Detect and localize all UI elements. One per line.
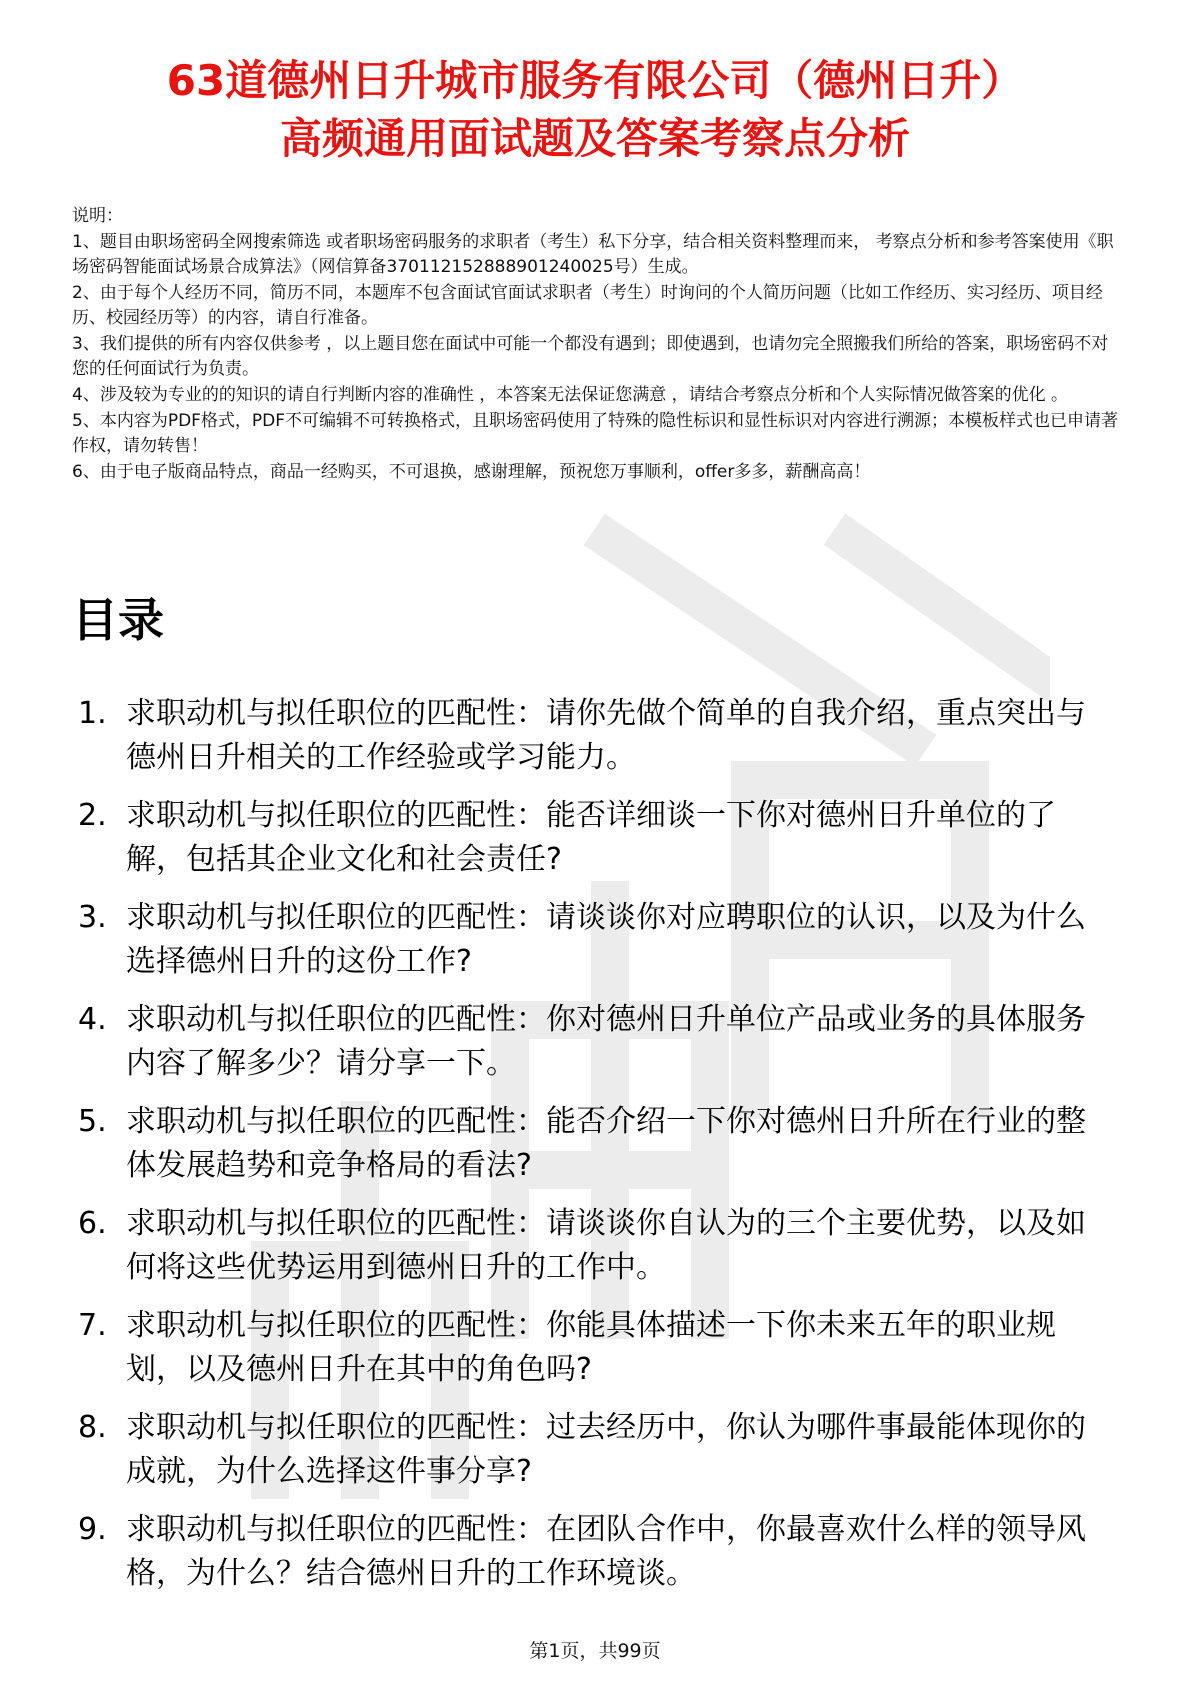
notes-section <box>72 204 1122 486</box>
note-item: 1、题目由职场密码全网搜索筛选 或者职场密码服务的求职者（考生）私下分享，结合相关资料整理而来， 考察点分析和参考答案使用《职场密码智能面试场景合成算法》（网信算备370112152888901240025号）生成。 <box>72 232 1114 277</box>
toc-item[interactable] <box>72 1202 1112 1290</box>
toc-item[interactable] <box>72 1406 1112 1494</box>
toc-item-number: 2. <box>78 798 107 833</box>
title-line-1: 63道德州日升城市服务有限公司（德州日升） <box>166 56 1024 105</box>
title-line-2: 高频通用面试题及答案考察点分析 <box>279 114 910 163</box>
toc-item[interactable] <box>72 998 1112 1086</box>
toc-item-number: 3. <box>78 900 107 935</box>
toc-list <box>72 692 1112 1610</box>
toc-item-number: 8. <box>78 1410 107 1445</box>
toc-item-number: 6. <box>78 1206 107 1241</box>
note-item: 4、涉及较为专业的的知识的请自行判断内容的准确性 ，本答案无法保证您满意 ，请结合考察点分析和个人实际情况做答案的优化 。 <box>72 385 1069 405</box>
toc-item-number: 7. <box>78 1308 107 1343</box>
document-title <box>40 52 1150 168</box>
note-item: 3、我们提供的所有内容仅供参考 ，以上题目您在面试中可能一个都没有遇到；即使遇到，也请勿完全照搬我们所给的答案，职场密码不对您的任何面试行为负责。 <box>72 334 1109 379</box>
toc-item-text: 求职动机与拟任职位的匹配性：请你先做个简单的自我介绍，重点突出与德州日升相关的工作经验或学习能力。 <box>126 696 1086 775</box>
toc-item-text: 求职动机与拟任职位的匹配性：请谈谈你对应聘职位的认识，以及为什么选择德州日升的这份工作? <box>126 900 1086 979</box>
toc-item-text: 求职动机与拟任职位的匹配性：请谈谈你自认为的三个主要优势，以及如何将这些优势运用到德州日升的工作中。 <box>126 1206 1086 1285</box>
toc-item[interactable] <box>72 896 1112 984</box>
note-item: 2、由于每个人经历不同，简历不同，本题库不包含面试官面试求职者（考生）时询问的个人简历问题（比如工作经历、实习经历、项目经历、校园经历等）的内容，请自行准备。 <box>72 283 1103 328</box>
toc-item-number: 9. <box>78 1512 107 1547</box>
toc-item-text: 求职动机与拟任职位的匹配性：在团队合作中，你最喜欢什么样的领导风格，为什么？结合德州日升的工作环境谈。 <box>126 1512 1086 1591</box>
toc-item-text: 求职动机与拟任职位的匹配性：过去经历中，你认为哪件事最能体现你的成就，为什么选择这件事分享? <box>126 1410 1086 1489</box>
note-item: 5、本内容为PDF格式，PDF不可编辑不可转换格式，且职场密码使用了特殊的隐性标识和显性标识对内容进行溯源；本模板样式也已申请著作权，请勿转售！ <box>72 411 1119 456</box>
toc-item[interactable] <box>72 1100 1112 1188</box>
toc-item-number: 4. <box>78 1002 107 1037</box>
toc-item[interactable] <box>72 692 1112 780</box>
toc-item-text: 求职动机与拟任职位的匹配性：能否介绍一下你对德州日升所在行业的整体发展趋势和竞争格局的看法? <box>126 1104 1086 1183</box>
toc-heading: 目录 <box>72 593 164 647</box>
page-footer: 第1页，共99页 <box>529 1640 661 1662</box>
note-item: 6、由于电子版商品特点，商品一经购买，不可退换，感谢理解，预祝您万事顺利，offer多多，薪酬高高！ <box>72 462 871 482</box>
toc-item-text: 求职动机与拟任职位的匹配性：能否详细谈一下你对德州日升单位的了解，包括其企业文化和社会责任? <box>126 798 1056 877</box>
toc-item[interactable] <box>72 794 1112 882</box>
notes-label: 说明： <box>72 206 123 226</box>
toc-item-text: 求职动机与拟任职位的匹配性：你能具体描述一下你未来五年的职业规划，以及德州日升在其中的角色吗? <box>126 1308 1056 1387</box>
toc-item-text: 求职动机与拟任职位的匹配性：你对德州日升单位产品或业务的具体服务内容了解多少？请分享一下。 <box>126 1002 1086 1081</box>
toc-item-number: 5. <box>78 1104 107 1139</box>
toc-item[interactable] <box>72 1304 1112 1392</box>
toc-item[interactable] <box>72 1508 1112 1596</box>
toc-item-number: 1. <box>78 696 107 731</box>
